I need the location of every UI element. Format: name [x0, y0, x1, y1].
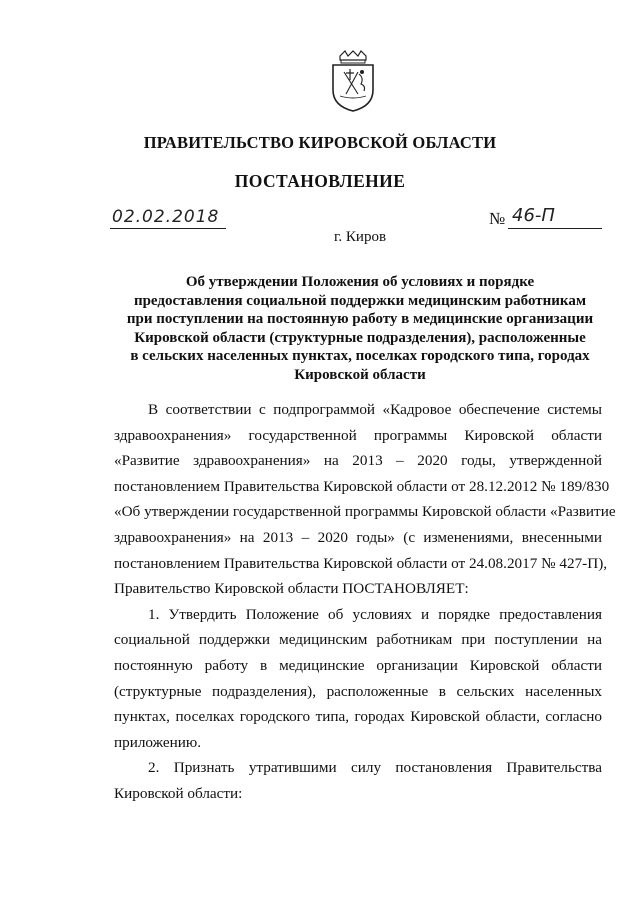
preamble-line: «Об утверждении государственной программы Кировской области «Развитие [114, 503, 616, 521]
item2-line: 2. Признать утратившими силу постановления Правительства [148, 759, 602, 777]
preamble-line: здравоохранения» государственной программы Кировской области [114, 426, 602, 444]
handwritten-date: 02.02.2018 [112, 207, 220, 227]
item1-line: пунктах, поселках городского типа, городах Кировской области, согласно [114, 708, 602, 726]
subject-line: при поступлении на постоянную работу в медицинские организации [126, 311, 594, 328]
coat-of-arms-emblem [328, 50, 378, 112]
item1-line: социальной поддержки медицинским работникам при поступлении на [114, 631, 602, 649]
item1-line: постоянную работу в медицинские организации Кировской области [114, 656, 602, 674]
preamble-line: постановлением Правительства Кировской области от 28.12.2012 № 189/830 [114, 477, 610, 495]
item2-line: Кировской области: [114, 784, 243, 802]
item1-line: (структурные подразделения), расположенные в сельских населенных [114, 682, 602, 700]
subject-line: предоставления социальной поддержки медицинским работникам [133, 292, 587, 309]
item1-line: 1. Утвердить Положение об условиях и порядке предоставления [148, 605, 602, 623]
document-body [114, 397, 616, 807]
number-label: № [489, 209, 506, 228]
subject-line: Кировской области (структурные подразделения), расположенные [134, 329, 586, 346]
preamble-line: Правительство Кировской области ПОСТАНОВЛЯЕТ: [114, 580, 469, 598]
city-label: г. Киров [333, 229, 387, 245]
subject-line: Об утверждении Положения об условиях и порядке [185, 274, 535, 290]
subject-line: в сельских населенных пунктах, поселках городского типа, городах [130, 348, 590, 365]
government-title: ПРАВИТЕЛЬСТВО КИРОВСКОЙ ОБЛАСТИ [143, 133, 497, 152]
item1-line: приложению. [114, 733, 202, 751]
preamble-line: постановлением Правительства Кировской области от 24.08.2017 № 427-П), [114, 554, 608, 572]
preamble-line: «Развитие здравоохранения» на 2013 – 2020 годы, утвержденной [114, 452, 602, 470]
preamble-line: В соответствии с подпрограммой «Кадровое обеспечение системы [148, 401, 602, 418]
document-subject [100, 273, 620, 385]
preamble-line: здравоохранения» на 2013 – 2020 годы» (с изменениями, внесенными [114, 528, 602, 546]
handwritten-number: 46-П [512, 205, 555, 226]
subject-line: Кировской области [294, 366, 426, 383]
document-type: ПОСТАНОВЛЕНИЕ [234, 171, 406, 191]
